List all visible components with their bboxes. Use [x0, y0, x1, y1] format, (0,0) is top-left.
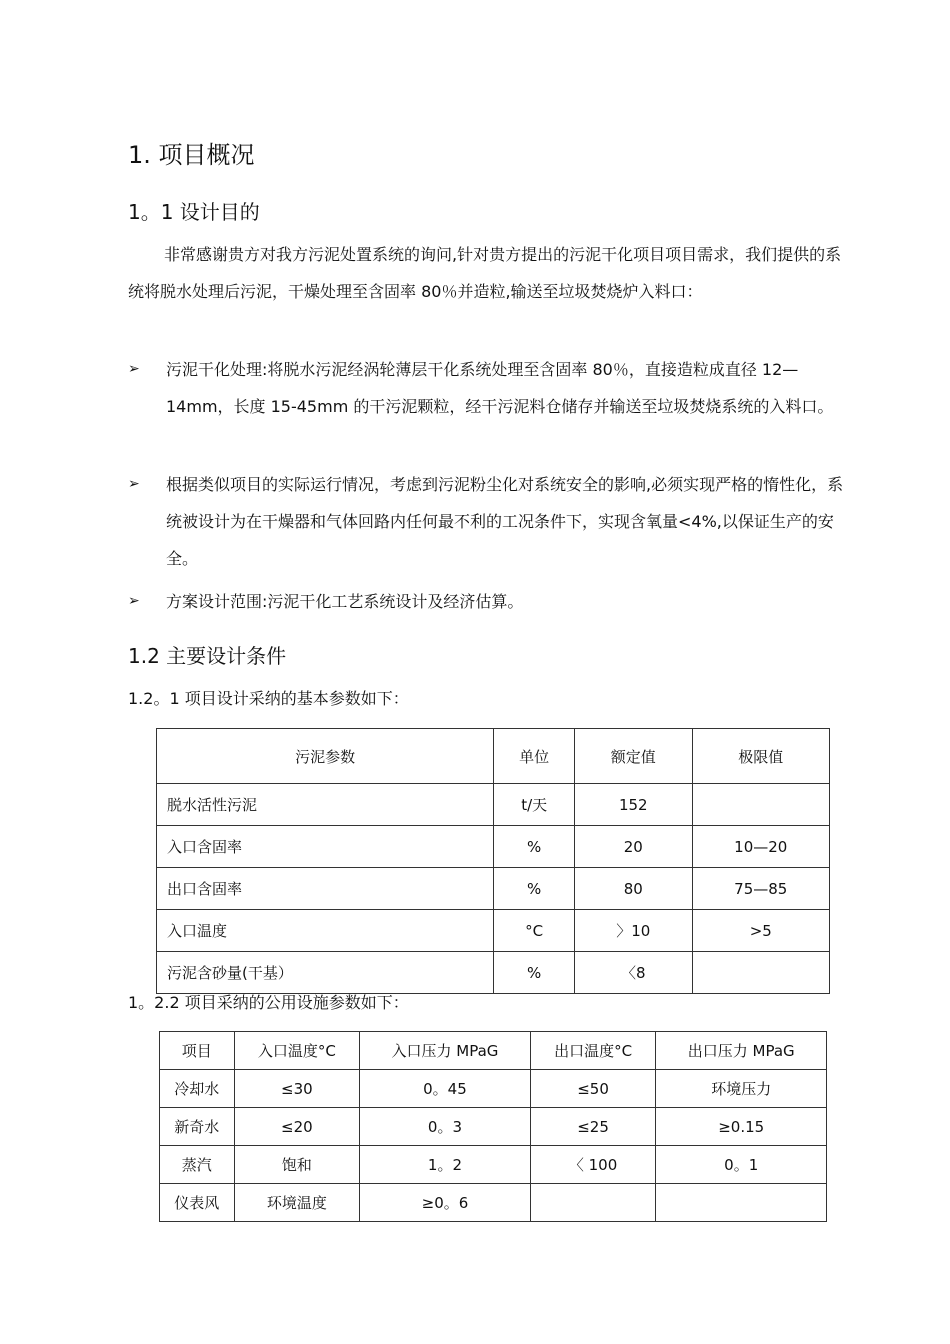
subheading-utility-parameters: 1。2.2 项目采纳的公用设施参数如下： [128, 993, 409, 1012]
table-cell: 〈 100 [530, 1146, 656, 1184]
table-row [160, 1070, 827, 1108]
table-cell: 环境温度 [234, 1184, 360, 1222]
table-cell: 75—85 [692, 868, 829, 910]
table-cell: 10—20 [692, 826, 829, 868]
table-cell: ≤25 [530, 1108, 656, 1146]
table-cell [656, 1184, 827, 1222]
table-cell: 80 [575, 868, 692, 910]
bullet-item [128, 466, 858, 577]
table-cell: 0。1 [656, 1146, 827, 1184]
table-header-cell: 入口温度°C [234, 1032, 360, 1070]
table-cell: >5 [692, 910, 829, 952]
table-row [157, 826, 830, 868]
table-cell: 仪表风 [160, 1184, 235, 1222]
table-header-cell: 入口压力 MPaG [360, 1032, 531, 1070]
table-cell: 152 [575, 784, 692, 826]
table-row [157, 868, 830, 910]
table-row [160, 1146, 827, 1184]
table-header-cell: 出口温度°C [530, 1032, 656, 1070]
table-row [157, 952, 830, 994]
bullet-text: 污泥干化处理:将脱水污泥经涡轮薄层干化系统处理至含固率 80％，直接造粒成直径 12—14mm，长度 15-45mm 的干污泥颗粒，经干污泥料仓储存并输送至垃圾焚烧系统的入料口。 [166, 360, 834, 416]
table-cell: 出口含固率 [157, 868, 494, 910]
table-cell [692, 952, 829, 994]
bullet-text: 根据类似项目的实际运行情况，考虑到污泥粉尘化对系统安全的影响,必须实现严格的惰性化，系统被设计为在干燥器和气体回路内任何最不利的工况条件下，实现含氧量<4%,以保证生产的安全。 [166, 475, 844, 568]
table-cell: 环境压力 [656, 1070, 827, 1108]
table-cell: t/天 [494, 784, 575, 826]
table-cell: % [494, 952, 575, 994]
table-cell: 入口含固率 [157, 826, 494, 868]
bullet-arrow-icon: ➢ [128, 476, 140, 492]
table-cell: ≤50 [530, 1070, 656, 1108]
table-cell: 20 [575, 826, 692, 868]
table-cell: 0。3 [360, 1108, 531, 1146]
table-header-cell: 额定值 [575, 729, 692, 784]
table-cell: 入口温度 [157, 910, 494, 952]
table-cell: % [494, 826, 575, 868]
table-header-cell: 单位 [494, 729, 575, 784]
table-row [160, 1184, 827, 1222]
table-cell: °C [494, 910, 575, 952]
table-cell: 1。2 [360, 1146, 531, 1184]
table-cell: 冷却水 [160, 1070, 235, 1108]
table-cell: ≥0。6 [360, 1184, 531, 1222]
intro-paragraph: 非常感谢贵方对我方污泥处置系统的询问,针对贵方提出的污泥干化项目项目需求，我们提供的系统将脱水处理后污泥，干燥处理至含固率 80％并造粒,输送至垃圾焚烧炉入料口： [128, 245, 842, 301]
table-cell [530, 1184, 656, 1222]
table-header-row [160, 1032, 827, 1070]
table-header-cell: 污泥参数 [157, 729, 494, 784]
sludge-parameters-table [156, 728, 830, 994]
table-header-cell: 极限值 [692, 729, 829, 784]
table-header-cell: 项目 [160, 1032, 235, 1070]
table-row [160, 1108, 827, 1146]
table-cell: 脱水活性污泥 [157, 784, 494, 826]
subheading-basic-parameters: 1.2。1 项目设计采纳的基本参数如下： [128, 689, 409, 708]
table-cell: 污泥含砂量(干基） [157, 952, 494, 994]
bullet-arrow-icon: ➢ [128, 593, 140, 609]
table-row [157, 784, 830, 826]
bullet-text: 方案设计范围:污泥干化工艺系统设计及经济估算。 [166, 592, 524, 611]
bullet-item [128, 351, 858, 425]
table-cell: 〉10 [575, 910, 692, 952]
table-cell: ≥0.15 [656, 1108, 827, 1146]
table-cell: 新奇水 [160, 1108, 235, 1146]
table-cell: 〈8 [575, 952, 692, 994]
table-cell: % [494, 868, 575, 910]
table-header-row [157, 729, 830, 784]
table-cell: 饱和 [234, 1146, 360, 1184]
table-header-cell: 出口压力 MPaG [656, 1032, 827, 1070]
table-cell: 蒸汽 [160, 1146, 235, 1184]
bullet-arrow-icon: ➢ [128, 361, 140, 377]
heading-design-purpose: 1。1 设计目的 [128, 200, 260, 224]
heading-project-overview: 1. 项目概况 [128, 141, 255, 169]
table-row [157, 910, 830, 952]
bullet-item [128, 583, 858, 620]
utility-parameters-table [159, 1031, 827, 1222]
heading-main-design-conditions: 1.2 主要设计条件 [128, 644, 287, 668]
table-cell: 0。45 [360, 1070, 531, 1108]
table-cell: ≤20 [234, 1108, 360, 1146]
table-cell: ≤30 [234, 1070, 360, 1108]
table-cell [692, 784, 829, 826]
